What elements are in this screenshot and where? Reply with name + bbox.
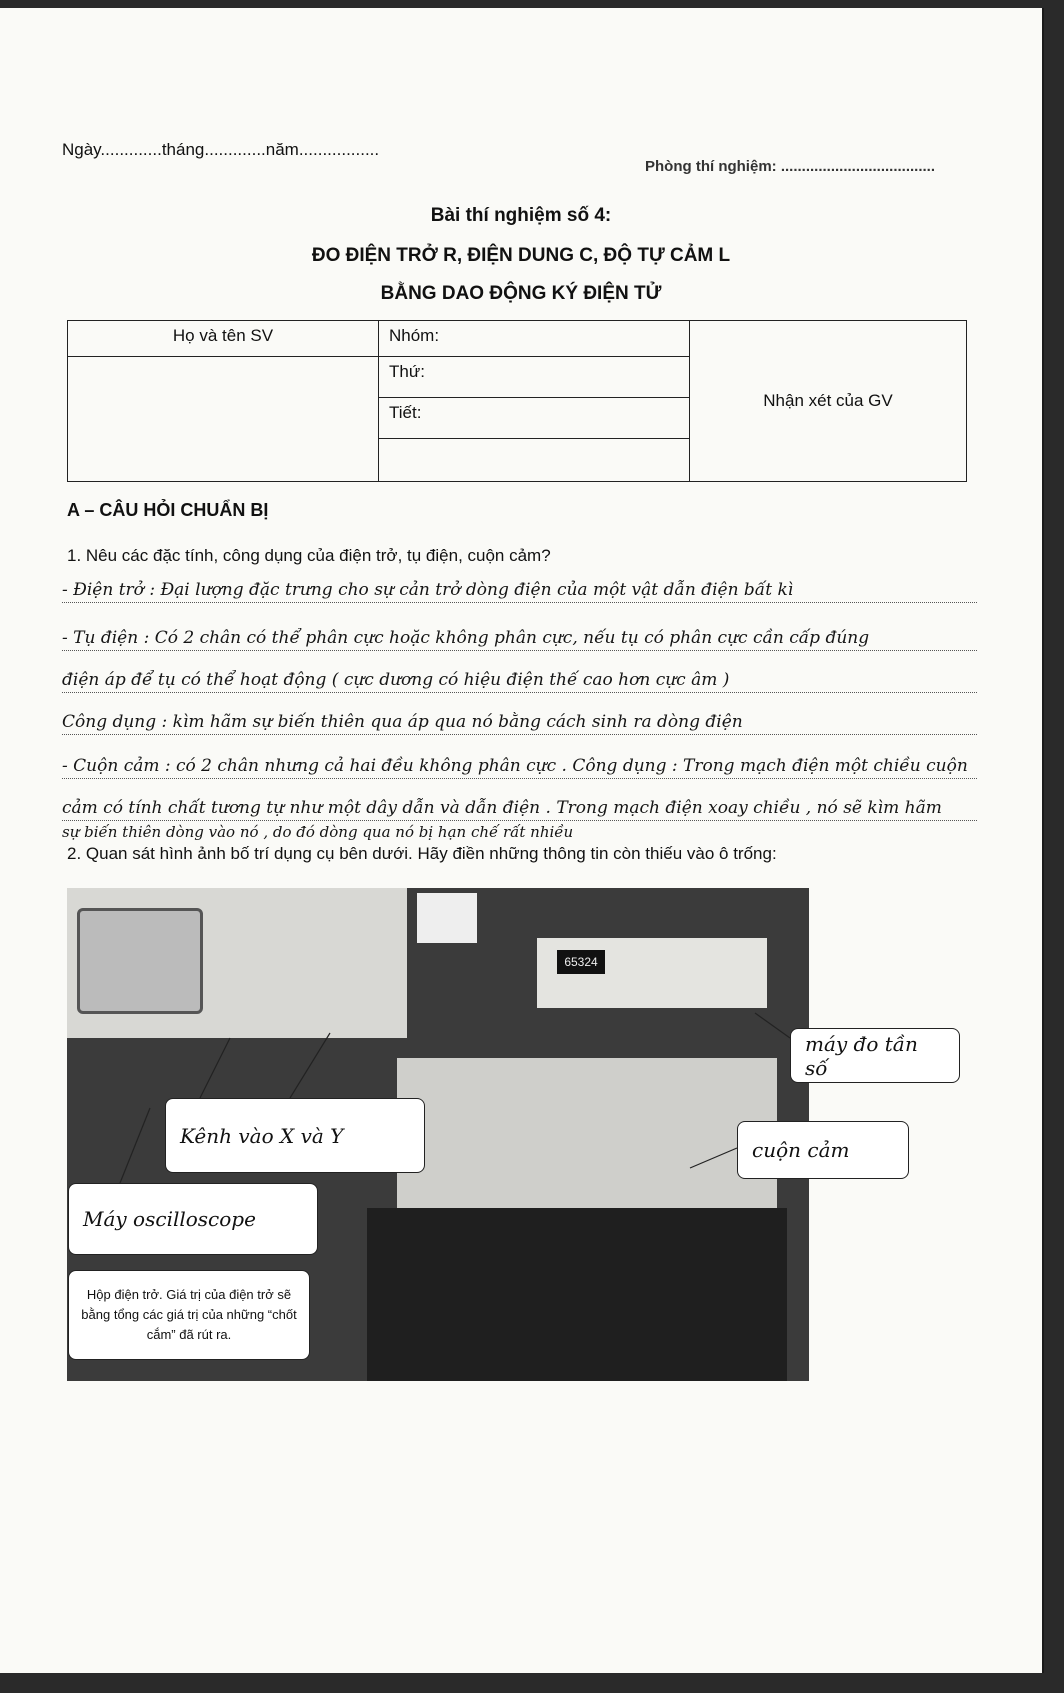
question-2: 2. Quan sát hình ảnh bố trí dụng cụ bên dưới. Hãy điền những thông tin còn thiếu vào ô trống: xyxy=(67,844,777,863)
callout-resistor-box: Hộp điện trở. Giá trị của điện trở sẽ bằng tổng các giá trị của những “chốt cắm” đã rút ra. xyxy=(68,1270,310,1360)
student-name-header: Họ và tên SV xyxy=(68,321,379,357)
answer-line: - Tụ điện : Có 2 chân có thể phân cực hoặc không phân cực, nếu tụ có phân cực cần cấp đúng xyxy=(62,628,977,651)
experiment-title: ĐO ĐIỆN TRỞ R, ĐIỆN DUNG C, ĐỘ TỰ CẢM L xyxy=(311,245,731,266)
answer-line: sự biến thiên dòng vào nó , do đó dòng qua nó bị hạn chế rất nhiều xyxy=(62,823,574,841)
answer-line: điện áp để tụ có thể hoạt động ( cực dương có hiệu điện thế cao hơn cực âm ) xyxy=(62,670,977,693)
answer-line: cảm có tính chất tương tự như một dây dẫn và dẫn điện . Trong mạch điện xoay chiều , nó sẽ kìm hãm xyxy=(62,798,977,821)
teacher-comment-cell[interactable] xyxy=(690,321,967,482)
worksheet-page xyxy=(0,8,1044,1673)
teacher-comment-label: Nhận xét của GV xyxy=(763,391,893,410)
day-field[interactable]: Thứ: xyxy=(379,357,690,398)
question-1: 1. Nêu các đặc tính, công dụng của điện trở, tụ điện, cuộn cảm? xyxy=(67,546,551,565)
student-name-field[interactable] xyxy=(68,357,379,482)
section-heading: A – CÂU HỎI CHUẨN BỊ xyxy=(67,500,269,520)
resistor-box-device xyxy=(367,1208,787,1381)
answer-line: - Điện trở : Đại lượng đặc trưng cho sự cản trở dòng điện của một vật dẫn điện bất kì xyxy=(62,580,977,603)
date-line: Ngày.............tháng.............năm................. xyxy=(62,140,380,159)
experiment-number: Bài thí nghiệm số 4: xyxy=(430,205,612,226)
lab-line: Phòng thí nghiệm: ..................................... xyxy=(645,158,936,175)
period-field[interactable]: Tiết: xyxy=(379,398,690,439)
group-field[interactable]: Nhóm: xyxy=(379,321,690,357)
oscilloscope-device xyxy=(67,888,407,1038)
answer-line: - Cuộn cảm : có 2 chân nhưng cả hai đều không phân cực . Công dụng : Trong mạch điện một chiều cuộn xyxy=(62,756,977,779)
callout-frequency-meter[interactable]: máy đo tần số xyxy=(790,1028,960,1083)
generator-display: 65324 xyxy=(557,950,605,974)
circuit-board xyxy=(397,1058,777,1208)
callout-channel-xy[interactable]: Kênh vào X và Y xyxy=(165,1098,425,1173)
callout-oscilloscope[interactable]: Máy oscilloscope xyxy=(68,1183,318,1255)
callout-inductor[interactable]: cuộn cảm xyxy=(737,1121,909,1179)
empty-field[interactable] xyxy=(379,439,690,482)
student-info-table xyxy=(67,320,967,482)
answer-line: Công dụng : kìm hãm sự biến thiên qua áp qua nó bằng cách sinh ra dòng điện xyxy=(62,712,977,735)
power-outlet xyxy=(417,893,477,943)
experiment-subtitle: BẰNG DAO ĐỘNG KÝ ĐIỆN TỬ xyxy=(380,283,662,304)
oscilloscope-screen xyxy=(77,908,203,1014)
frequency-generator-device xyxy=(537,938,767,1008)
